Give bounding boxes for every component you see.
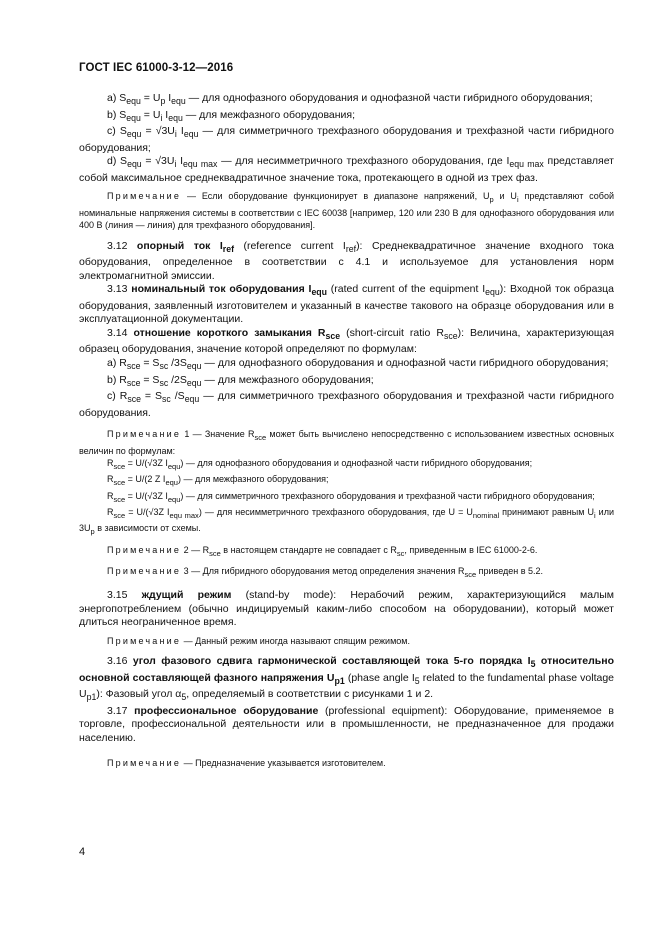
formula-item-a: a) $S_{equ} = U_p$ $I_{equ}$ — для однофазного оборудования и однофазной части гибридного оборудования;	[107, 92, 593, 107]
note-1-formula-c: $R_{sce} = U/(√3Z$ $I_{equ}$) — для симметричного трехфазного оборудования и трехфазной части гибридного оборудования;	[107, 490, 595, 504]
ratio-item-b: b) $R_{sce} = S_{sc}$ $/2S_{equ}$ — для межфазного оборудования;	[107, 373, 374, 388]
note-3: Примечание 3 — Для гибридного оборудования метод определения значения $R_{sce}$ приведен в 5.2.	[107, 565, 544, 579]
page-number: 4	[79, 846, 86, 858]
formula-item-c: c) $S_{equ} = √3U_i$ $I_{equ}$ — для симметричного трехфазного оборудования и трехфазной части гибридного оборудования;	[79, 125, 615, 154]
note-1-formula-a: $R_{sce} = U/(√3Z$ $I_{equ}$) — для однофазного оборудования и однофазной части гибридного оборудования;	[107, 458, 533, 471]
definition-3-12: 3.12 опорный ток $I_{ref}$ (reference current $I_{ref}$): Среднеквадратичное значение входного тока оборудования, определенное в соответствии с 4.1 и используемое для установления норм электромагнитной эмиссии.	[79, 239, 614, 282]
note-2: Примечание 2 — $R_{sce}$ в настоящем стандарте не совпадает с $R_{sc}$, приведенным в IEC 61000-2-6.	[107, 544, 538, 558]
note-standby: Примечание — Данный режим иногда называют спящим режимом.	[107, 635, 410, 646]
definition-3-14: 3.14 отношение короткого замыкания $R_{sce}$ (short-circuit ratio $R_{sce}$): Величина, характеризующая образец оборудования, значение которой определяют по формулам:	[79, 326, 614, 356]
definition-3-16: 3.16 угол фазового сдвига гармонической составляющей тока 5-го порядка $I_5$ относительно основной составляющей фазного напряжения $U_{p1}$ (phase angle $I_5$ related to the fundamental phase voltage $U_{p1}$): Фазовый угол $\alpha_5$, определяемый в соответствии с рисунками 1 и 2.	[79, 655, 614, 703]
page-content	[79, 92, 614, 770]
definition-3-15: 3.15 ждущий режим (stand-by mode): Нерабочий режим, характеризующийся малым энергопотреблением (обычно индицируемый каким-либо способом на оборудовании), который может длиться неограниченное время.	[79, 589, 615, 629]
formula-item-b: b) $S_{equ} = U_i$ $I_{equ}$ — для межфазного оборудования;	[107, 108, 356, 123]
ratio-item-c: c) $R_{sce} = S_{sc}$ $/S_{equ}$ — для симметричного трехфазного оборудования и трехфазной части гибридного оборудования.	[79, 390, 614, 419]
definition-3-13: 3.13 номинальный ток оборудования $I_{equ}$ (rated current of the equipment $I_{equ}$): Входной ток образца оборудования, заявленный изготовителем и указанный в качестве такового на образце оборудования или в эксплуатационной документации.	[79, 283, 615, 326]
definition-3-17: 3.17 профессиональное оборудование (professional equipment): Оборудование, применяемое в торговле, профессиональной деятельности или в промышленности, не предназначенное для продажи населению.	[79, 704, 614, 744]
ratio-item-a: a) $R_{sce} = S_{sc}$ $/3S_{equ}$ — для однофазного оборудования и однофазной части гибридного оборудования;	[107, 356, 609, 372]
note-voltage: Примечание — Если оборудование функционирует в диапазоне напряжений, $U_p$ и $U_i$ представляют собой номинальные напряжения системы в соответствии с IEC 60038 [например, 120 или 230 В для однофазного оборудования или 400 В (линия — линия) для трехфазного оборудования].	[79, 191, 614, 231]
note-1-formula-d: $R_{sce} = U/(√3Z$ $I_{equ max}$) — для несимметричного трехфазного оборудования, где $U = U_{nominal}$ принимают равным $U_i$ или $3U_p$ в зависимости от схемы.	[79, 506, 614, 537]
note-professional: Примечание — Предназначение указывается изготовителем.	[107, 758, 386, 769]
formula-item-d: d) $S_{equ} = √3U_i$ $I_{equ max}$ — для несимметричного трехфазного оборудования, где $I_{equ max}$ представляет собой максимальное среднеквадратичное значение тока, протекающего в одной из трех фаз.	[79, 155, 614, 184]
note-1: Примечание 1 — Значение $R_{sce}$ может быть вычислено непосредственно с использованием известных основных величин по формулам:	[79, 429, 614, 456]
document-header: ГОСТ IEC 61000-3-12—2016	[79, 62, 234, 74]
note-1-formula-b: $R_{sce} = U/(2$ Z $I_{equ}$) — для межфазного оборудования;	[107, 474, 329, 488]
